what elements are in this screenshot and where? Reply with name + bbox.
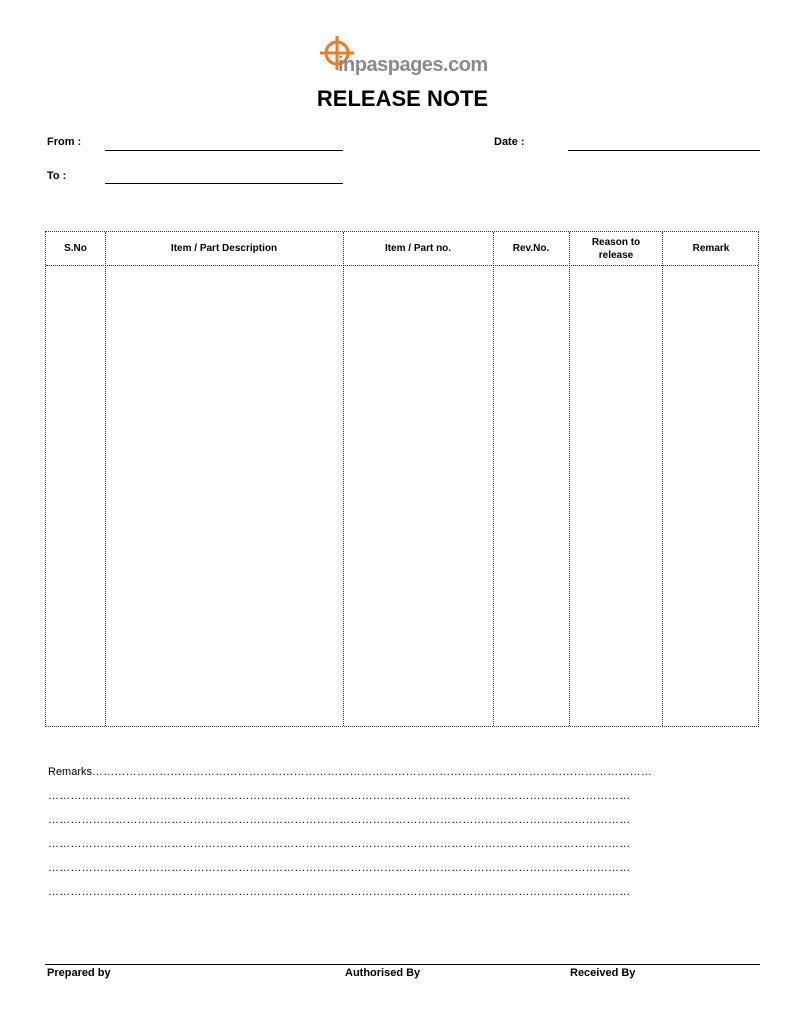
remarks-line[interactable]: ………………………………………………………………………………………………………………………………………… — [48, 838, 631, 850]
header-reason: Reason to release — [591, 236, 641, 261]
remarks-line[interactable]: ………………………………………………………………………………………………………………………………………… — [48, 790, 631, 802]
column-divider — [343, 232, 344, 726]
signature-line — [45, 964, 760, 965]
prepared-by-label: Prepared by — [47, 967, 111, 979]
header-remark: Remark — [692, 243, 730, 254]
remarks-line[interactable]: ………………………………………………………………………………………………………………………………………… — [48, 814, 631, 826]
column-divider — [105, 232, 106, 726]
logo-text: inpaspages.com — [338, 54, 488, 76]
logo — [318, 36, 488, 82]
authorised-by-label: Authorised By — [345, 967, 421, 979]
remarks-line[interactable]: ………………………………………………………………………………………………………………………………………… — [48, 886, 631, 898]
received-by-label: Received By — [570, 967, 636, 979]
remarks-label: Remarks — [48, 766, 93, 778]
remarks-line[interactable]: Remarks…………………………………………………………………………………………………………………………………… — [48, 766, 653, 778]
date-field[interactable] — [568, 150, 760, 151]
date-label: Date : — [494, 136, 525, 148]
items-table — [45, 231, 759, 727]
header-divider — [46, 265, 758, 266]
page-title: RELEASE NOTE — [316, 86, 489, 111]
to-label: To : — [47, 170, 67, 182]
header-part-no: Item / Part no. — [384, 243, 452, 254]
header-sno: S.No — [64, 243, 87, 254]
column-divider — [662, 232, 663, 726]
from-field[interactable] — [105, 150, 343, 151]
to-field[interactable] — [105, 183, 343, 184]
header-item-description: Item / Part Description — [170, 243, 278, 254]
remarks-line[interactable]: ………………………………………………………………………………………………………………………………………… — [48, 862, 631, 874]
column-divider — [493, 232, 494, 726]
column-divider — [569, 232, 570, 726]
header-rev-no: Rev.No. — [512, 243, 550, 254]
from-label: From : — [47, 136, 82, 148]
